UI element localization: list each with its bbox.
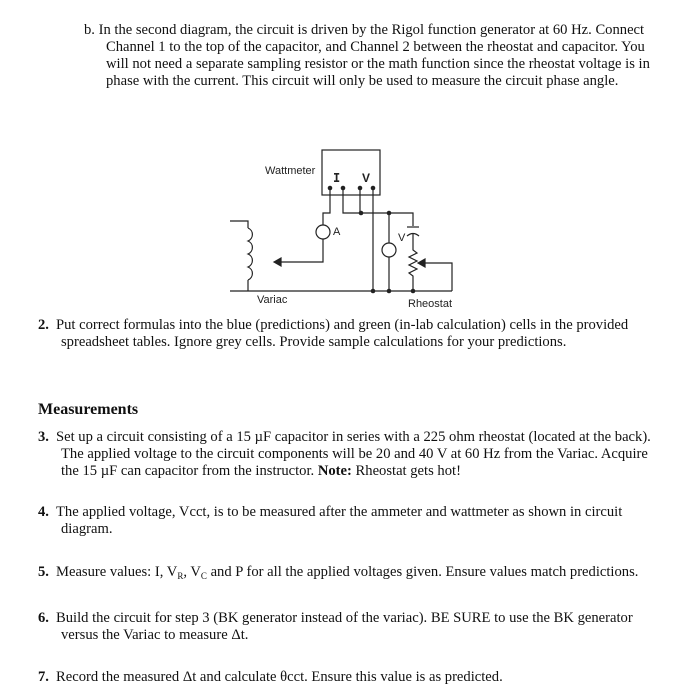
voltmeter-label: V bbox=[398, 232, 406, 244]
variac-wiper-arrow bbox=[274, 258, 281, 266]
item-4-line-1: The applied voltage, Vcct, is to be measured after the ammeter and wattmeter as shown in circuit bbox=[56, 504, 623, 520]
item-3-line-3-warning: Rheostat gets hot! bbox=[351, 463, 461, 479]
note-label: Note: bbox=[317, 463, 352, 479]
subscript-r: R bbox=[177, 571, 184, 581]
item-2-number: 2. bbox=[38, 317, 49, 333]
item-5-text-b: , V bbox=[183, 564, 201, 580]
item-3-number: 3. bbox=[38, 429, 49, 445]
item-5-text-a: Measure values: I, V bbox=[56, 564, 178, 580]
item-6-number: 6. bbox=[38, 610, 49, 626]
item-3-line-1: Set up a circuit consisting of a 15 µF capacitor in series with a 225 ohm rheostat (located at the back). bbox=[56, 429, 651, 445]
item-3-line-2: The applied voltage to the circuit components will be 20 and 40 V at 60 Hz from the Variac. Acquire bbox=[61, 446, 648, 462]
measurements-heading: Measurements bbox=[38, 401, 139, 418]
wattmeter-current-terminal-label: I bbox=[333, 171, 341, 185]
variac-label: Variac bbox=[257, 294, 288, 306]
rheostat-symbol bbox=[409, 233, 417, 291]
subscript-c: C bbox=[200, 571, 207, 581]
item-3-line-3-text: the 15 µF can capacitor from the instructor. bbox=[61, 463, 318, 479]
part-b-line-1: b. In the second diagram, the circuit is driven by the Rigol function generator at 60 Hz. Connect bbox=[84, 22, 645, 38]
item-7-number: 7. bbox=[38, 669, 49, 685]
item-5-text-c: and P for all the applied voltages given. Ensure values match predictions. bbox=[206, 564, 639, 580]
item-3-line-3 bbox=[61, 463, 461, 480]
item-2-line-1: Put correct formulas into the blue (predictions) and green (in-lab calculation) cells in the provided bbox=[56, 317, 629, 333]
item-6-line-2: versus the Variac to measure Δt. bbox=[61, 627, 249, 643]
rheostat-label: Rheostat bbox=[408, 298, 453, 310]
item-5-line-1 bbox=[56, 564, 638, 581]
wattmeter-label: Wattmeter bbox=[265, 165, 316, 177]
wattmeter-voltage-terminal-label: V bbox=[362, 171, 371, 185]
item-4-line-2: diagram. bbox=[61, 521, 113, 537]
part-b-line-3: will not need a separate sampling resistor or the math function since the rheostat voltage is in bbox=[106, 56, 650, 72]
item-5-number: 5. bbox=[38, 564, 49, 580]
item-7-line-1: Record the measured Δt and calculate θcct. Ensure this value is as predicted. bbox=[56, 669, 503, 685]
item-4-number: 4. bbox=[38, 504, 49, 520]
item-6-line-1: Build the circuit for step 3 (BK generator instead of the variac). BE SURE to use the BK generator bbox=[56, 610, 633, 626]
part-b-line-2: Channel 1 to the top of the capacitor, and Channel 2 between the rheostat and capacitor. You bbox=[106, 39, 645, 55]
variac-coil bbox=[248, 228, 252, 280]
voltmeter-symbol bbox=[382, 243, 396, 257]
ammeter-label: A bbox=[333, 226, 341, 238]
ammeter-symbol bbox=[316, 225, 330, 239]
part-b-line-4: phase with the current. This circuit will only be used to measure the circuit phase angle. bbox=[106, 73, 619, 89]
item-2-line-2: spreadsheet tables. Ignore grey cells. Provide sample calculations for your predictions. bbox=[61, 334, 567, 350]
